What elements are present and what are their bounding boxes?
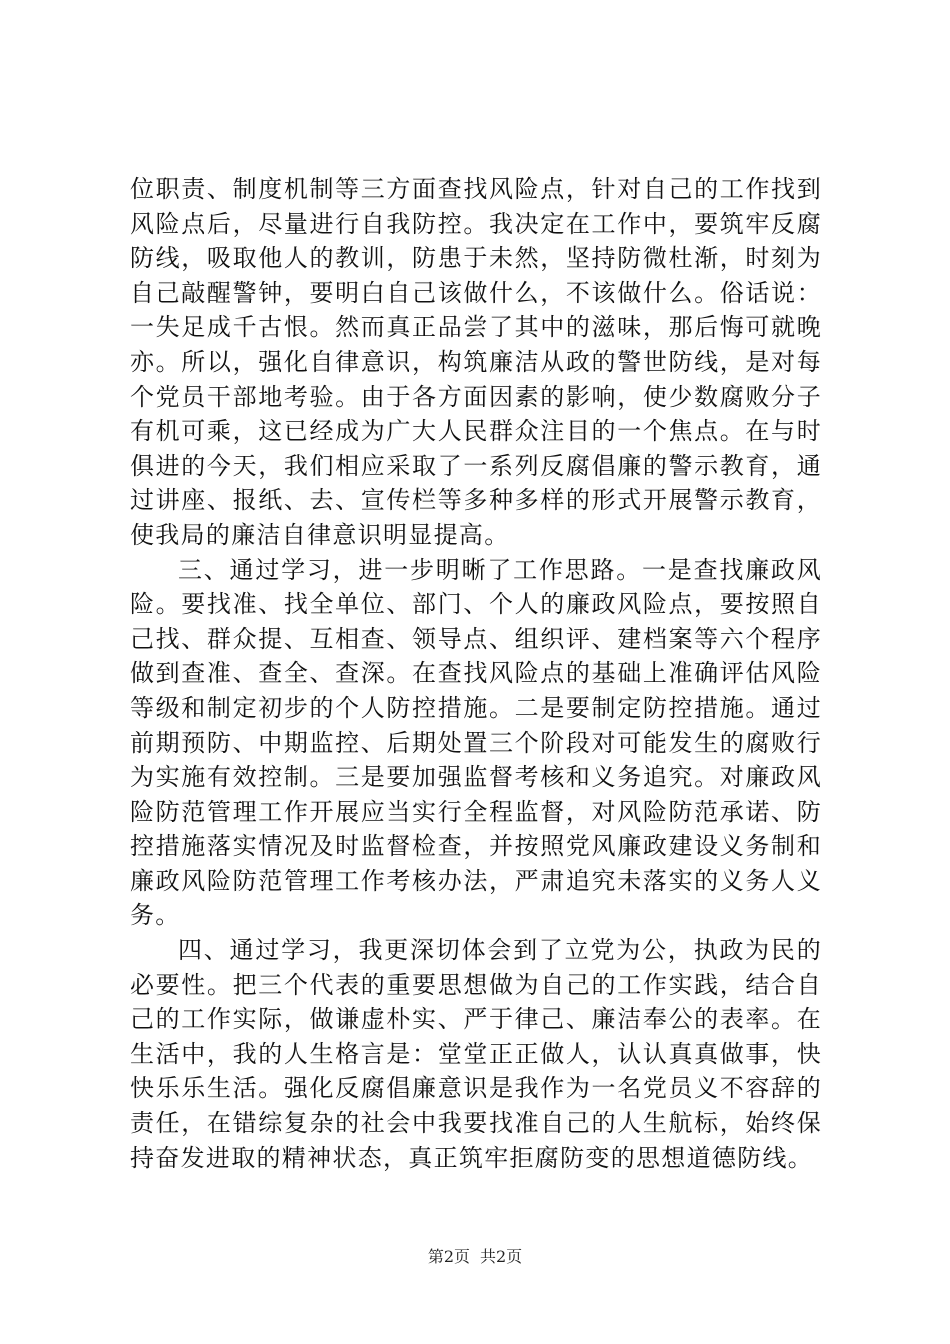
page-footer (0, 1244, 950, 1267)
paragraph-section-four: 四、通过学习，我更深切体会到了立党为公，执政为民的必要性。把三个代表的重要思想做为自己的工作实践，结合自己的工作实际，做谦虚朴实、严于律己、廉洁奉公的表率。在生活中，我的人生格言是：堂堂正正做人，认认真真做事，快快乐乐生活。强化反腐倡廉意识是我作为一名党员义不容辞的责任，在错综复杂的社会中我要找准自己的人生航标，始终保持奋发进取的精神状态，真正筑牢拒腐防变的思想道德防线。 (130, 936, 822, 1172)
paragraph-continuation: 位职责、制度机制等三方面查找风险点，针对自己的工作找到风险点后，尽量进行自我防控。我决定在工作中，要筑牢反腐防线，吸取他人的教训，防患于未然，坚持防微杜渐，时刻为自己敲醒警钟，要明白自己该做什么，不该做什么。俗话说：一失足成千古恨。然而真正品尝了其中的滋味，那后悔可就晚亦。所以，强化自律意识，构筑廉洁从政的警世防线，是对每个党员干部地考验。由于各方面因素的影响，使少数腐败分子有机可乘，这已经成为广大人民群众注目的一个焦点。在与时俱进的今天，我们相应采取了一系列反腐倡廉的警示教育，通过讲座、报纸、去、宣传栏等多种多样的形式开展警示教育，使我局的廉洁自律意识明显提高。 (130, 175, 822, 549)
page-number-current: 第2页 (427, 1247, 470, 1266)
page-number-total: 共2页 (480, 1247, 523, 1266)
document-body (130, 172, 822, 1175)
paragraph-section-three: 三、通过学习，进一步明晰了工作思路。一是查找廉政风险。要找准、找全单位、部门、个人的廉政风险点，要按照自己找、群众提、互相查、领导点、组织评、建档案等六个程序做到查准、查全、查深。在查找风险点的基础上准确评估风险等级和制定初步的个人防控措施。二是要制定防控措施。通过前期预防、中期监控、后期处置三个阶段对可能发生的腐败行为实施有效控制。三是要加强监督考核和义务追究。对廉政风险防范管理工作开展应当实行全程监督，对风险防范承诺、防控措施落实情况及时监督检查，并按照党风廉政建设义务制和廉政风险防范管理工作考核办法，严肃追究未落实的义务人义务。 (130, 555, 822, 930)
